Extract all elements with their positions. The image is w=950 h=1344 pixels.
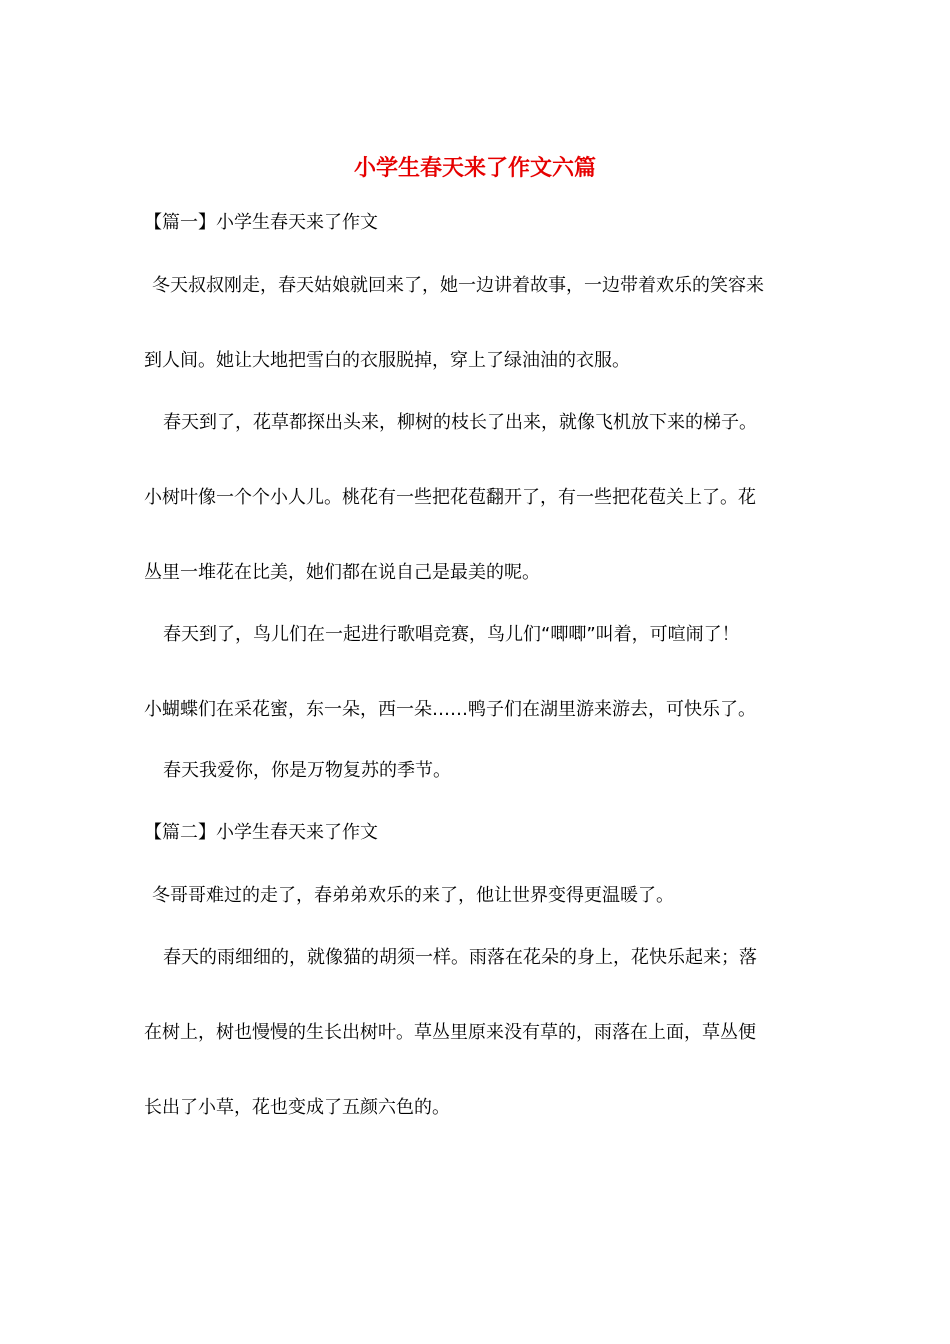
paragraph-line: 春天到了，花草都探出头来，柳树的枝长了出来，就像飞机放下来的梯子。	[163, 412, 757, 433]
paragraph-line: 小蝴蝶们在采花蜜，东一朵，西一朵……鸭子们在湖里游来游去，可快乐了。	[144, 699, 756, 720]
paragraph-line: 在树上，树也慢慢的生长出树叶。草丛里原来没有草的，雨落在上面，草丛便	[144, 1022, 756, 1043]
paragraph-line: 长出了小草，花也变成了五颜六色的。	[144, 1097, 450, 1118]
paragraph-line: 春天的雨细细的，就像猫的胡须一样。雨落在花朵的身上，花快乐起来；落	[163, 947, 757, 968]
section-heading-2: 【篇二】小学生春天来了作文	[144, 822, 378, 843]
paragraph-line: 到人间。她让大地把雪白的衣服脱掉，穿上了绿油油的衣服。	[144, 350, 630, 371]
paragraph-line: 冬哥哥难过的走了，春弟弟欢乐的来了，他让世界变得更温暖了。	[152, 885, 674, 906]
paragraph-line: 丛里一堆花在比美，她们都在说自己是最美的呢。	[144, 562, 540, 583]
paragraph-line: 春天我爱你，你是万物复苏的季节。	[163, 760, 451, 781]
section-heading-1: 【篇一】小学生春天来了作文	[144, 212, 378, 233]
document-title: 小学生春天来了作文六篇	[353, 155, 596, 181]
paragraph-line: 春天到了，鸟儿们在一起进行歌唱竞赛，鸟儿们“唧唧”叫着，可喧闹了！	[163, 624, 740, 645]
paragraph-line: 冬天叔叔刚走，春天姑娘就回来了，她一边讲着故事，一边带着欢乐的笑容来	[152, 275, 764, 296]
paragraph-line: 小树叶像一个个小人儿。桃花有一些把花苞翻开了，有一些把花苞关上了。花	[144, 487, 756, 508]
